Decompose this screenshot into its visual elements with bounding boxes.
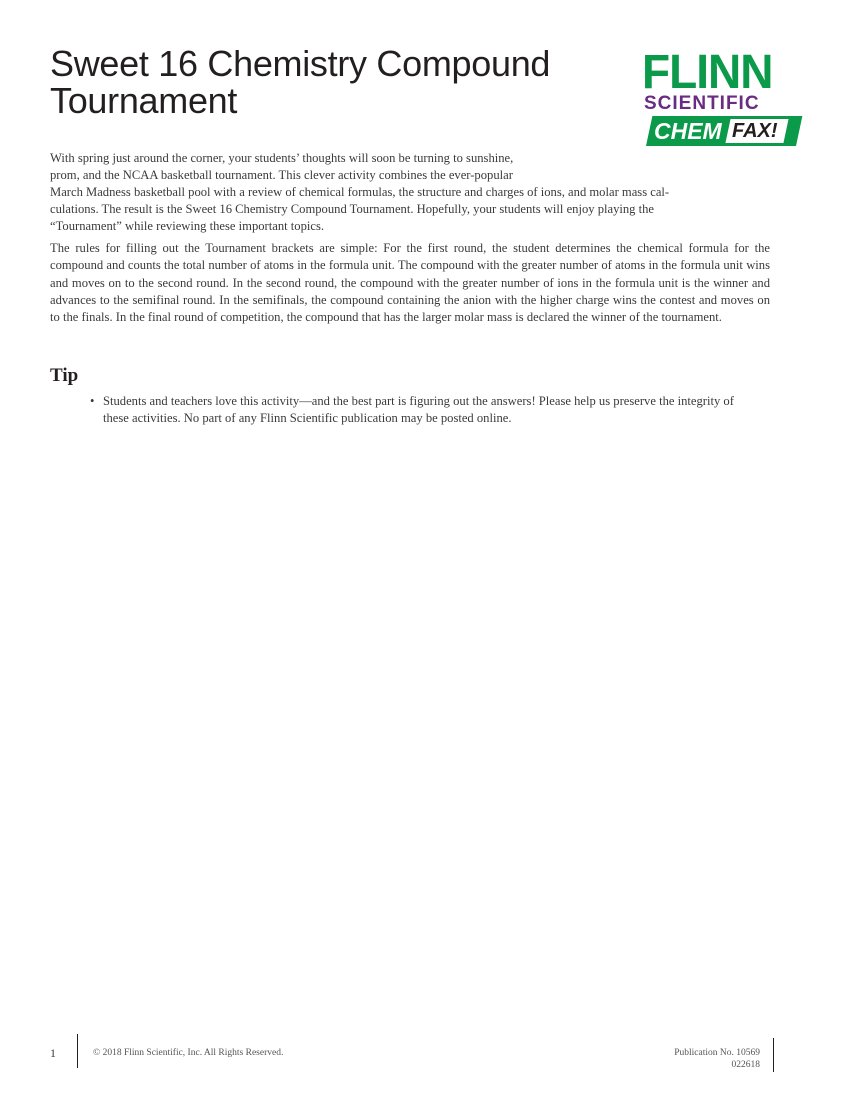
tip-item xyxy=(90,393,760,428)
publication-date-code: 022618 xyxy=(731,1060,760,1070)
page-title: Sweet 16 Chemistry Compound Tournament xyxy=(50,43,551,121)
intro-line: With spring just around the corner, your students’ thoughts will soon be turning to sunshine, xyxy=(50,151,514,165)
tip-heading: Tip xyxy=(50,365,79,386)
page-number: 1 xyxy=(50,1046,56,1060)
publication-number: Publication No. 10569 xyxy=(674,1048,760,1058)
logo-flinn-text: FLINN xyxy=(642,43,773,99)
intro-paragraph xyxy=(50,150,770,235)
intro-line: culations. The result is the Sweet 16 Chemistry Compound Tournament. Hopefully, your students will enjoy playing the xyxy=(50,202,655,216)
intro-line: “Tournament” while reviewing these important topics. xyxy=(50,219,324,233)
footer-divider-left xyxy=(77,1034,78,1068)
footer-divider-right xyxy=(773,1038,774,1072)
chemfax-badge xyxy=(646,116,800,148)
logo-scientific-text: SCIENTIFIC xyxy=(644,93,760,114)
bullet-icon: • xyxy=(90,394,95,408)
intro-line: prom, and the NCAA basketball tournament. This clever activity combines the ever-popular xyxy=(50,168,513,182)
logo-chem-text: CHEM xyxy=(654,118,722,144)
tip-item-text: Students and teachers love this activity—and the best part is figuring out the answers! Please help us preserve the integrity of these activities. No part of any Flinn Scientific publication may be posted online. xyxy=(103,394,734,426)
rules-paragraph: The rules for filling out the Tournament brackets are simple: For the first round, the student determines the chemical formula for the compound and counts the total number of atoms in the formula unit. The compound with the greater number of atoms in the formula unit wins and moves on to the second round. In the second round, the compound with the greater number of ions in the formula unit is the winner and advances to the semifinal round. In the semifinals, the compound containing the anion with the higher charge wins the contest and moves on to the finals. In the final round of competition, the compound that has the larger molar mass is declared the winner of the tournament. xyxy=(50,241,770,325)
tip-list xyxy=(90,393,760,428)
logo-fax-text: FAX! xyxy=(732,120,778,142)
flinn-chemfax-logo xyxy=(640,43,800,152)
publication-info xyxy=(674,1047,760,1071)
intro-line: March Madness basketball pool with a review of chemical formulas, the structure and charges of ions, and molar mass cal- xyxy=(50,185,670,199)
copyright-notice: © 2018 Flinn Scientific, Inc. All Rights Reserved. xyxy=(93,1048,284,1058)
